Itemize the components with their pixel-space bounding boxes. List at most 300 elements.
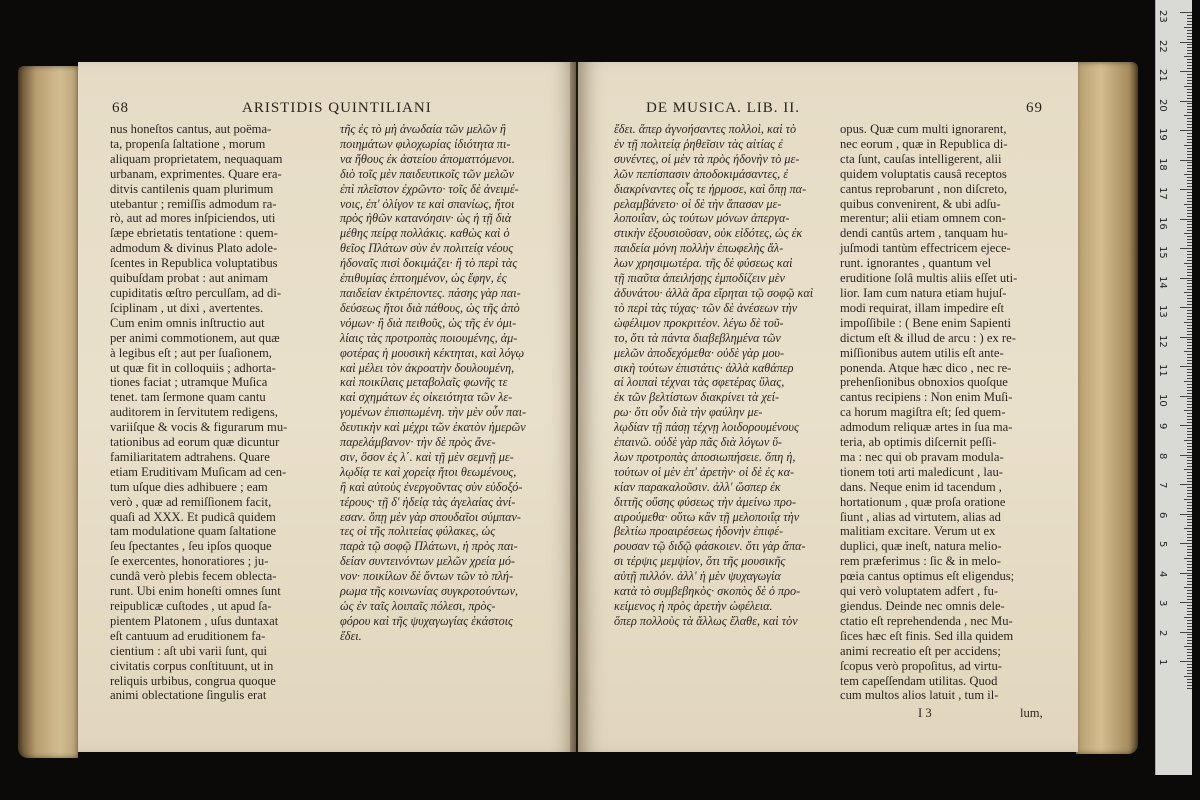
text-line: κατὰ τὸ συμβεβηκὸς· σκοπὸς δὲ ὁ προ- — [614, 584, 801, 599]
text-line: ſiunt , alias ad virtutem, alias ad — [840, 509, 1001, 524]
text-line: admodum & divinus Plato adole- — [110, 241, 278, 256]
ruler-tick — [1180, 602, 1192, 603]
ruler-minor-tick — [1187, 339, 1192, 340]
text-line: ἐπιθυμίας ἐπτοημένον, ὡς ἔφην, ἐς — [340, 271, 507, 286]
ruler-minor-tick — [1187, 103, 1192, 104]
ruler-minor-tick — [1184, 263, 1192, 264]
ruler-minor-tick — [1187, 637, 1192, 638]
ruler-number: 21 — [1157, 69, 1168, 82]
text-line: rò, aut ad mores inſpiciendos, uti — [110, 211, 276, 226]
ruler-tick — [1180, 396, 1192, 397]
text-line: ſe exercentes, honoratiores ; ju- — [110, 554, 269, 569]
text-line: βελτίω προαιρέσεως ἡδονὴν ἐπιφέ- — [614, 524, 784, 539]
ruler-minor-tick — [1187, 298, 1192, 299]
ruler-minor-tick — [1187, 266, 1192, 267]
text-line: modi requirat, illam impedire eſt — [840, 300, 1005, 315]
text-line: animi recreatio eſt per accidens; — [840, 643, 1001, 658]
ruler-minor-tick — [1187, 15, 1192, 16]
text-line: familiaritatem adtrahens. Quare — [110, 449, 270, 464]
ruler-minor-tick — [1187, 552, 1192, 553]
text-line: reipublicæ cuſtodes , ut apud ſa- — [110, 599, 272, 613]
text-line: παρελάμβανον· τὴν δὲ πρὸς ἄνε- — [340, 435, 496, 450]
ruler-minor-tick — [1187, 289, 1192, 290]
ruler-minor-tick — [1187, 198, 1192, 199]
text-line: cantus reprobarunt , non diſcreto, — [840, 181, 1008, 196]
left-running-head: ARISTIDIS QUINTILIANI — [242, 100, 432, 116]
text-line: κείμενος ἡ πρὸς ἀρετὴν ὠφέλεια. — [614, 599, 773, 613]
text-line: ctatio eſt reprehendenda , nec Mu- — [840, 613, 1013, 628]
text-line: διττῆς οὔσης φύσεως τὴν ἀμείνω προ- — [614, 494, 797, 509]
text-line: utebantur ; remiſſis admodum ra- — [110, 196, 277, 211]
ruler-minor-tick — [1187, 384, 1192, 385]
ruler-minor-tick — [1187, 83, 1192, 84]
ruler-minor-tick — [1184, 174, 1192, 175]
ruler-minor-tick — [1184, 145, 1192, 146]
ruler-minor-tick — [1184, 587, 1192, 588]
text-line: runt. Ubi enim honeſti omnes ſunt — [110, 584, 281, 599]
ruler-number: 13 — [1157, 305, 1168, 318]
ruler-tick — [1180, 189, 1192, 190]
ruler-minor-tick — [1187, 449, 1192, 450]
ruler-minor-tick — [1187, 221, 1192, 222]
ruler-minor-tick — [1187, 416, 1192, 417]
ruler-minor-tick — [1187, 245, 1192, 246]
ruler-minor-tick — [1187, 183, 1192, 184]
text-line: duplici, quæ ineſt, natura melio- — [840, 539, 1002, 554]
ruler-minor-tick — [1187, 401, 1192, 402]
ruler-minor-tick — [1187, 227, 1192, 228]
ruler-minor-tick — [1187, 177, 1192, 178]
ruler-minor-tick — [1187, 21, 1192, 22]
text-line: tum uſque dies adhibuere ; eam — [110, 479, 268, 494]
right-running-head: DE MUSICA. LIB. II. — [646, 100, 800, 116]
text-line: καὶ ποικίλαις μεταβολαῖς φωνῆς τε — [340, 375, 508, 390]
ruler-number: 2 — [1157, 629, 1168, 636]
ruler-minor-tick — [1187, 422, 1192, 423]
text-line: auditorem in ſervitutem redigens, — [110, 405, 278, 420]
text-line: cundâ verò plebis fecem oblecta- — [110, 569, 277, 584]
text-line: ta, propenſa ſaltatione , morum — [110, 136, 266, 151]
text-line: νοις, ἐπ' ὀλίγον τε καὶ σπανίως, ἤτοι — [340, 196, 515, 211]
ruler-minor-tick — [1187, 493, 1192, 494]
text-line: dendi cantûs artem , tanquam hu- — [840, 226, 1008, 241]
text-line: σικὴ τούτων ἐπιστάτις· ἀλλὰ καθάπερ — [614, 360, 794, 375]
text-line: giendus. Deinde nec omnis dele- — [840, 599, 1005, 613]
text-line: tenet. tam ſermone quam cantu — [110, 390, 266, 405]
ruler-minor-tick — [1187, 472, 1192, 473]
text-line: quaſi ad XXX. Et pudicâ quidem — [110, 509, 276, 524]
text-line: cientium : aſt ubi varii ſunt, qui — [110, 643, 268, 658]
ruler-minor-tick — [1184, 351, 1192, 352]
text-line: cupiditatis œſtro perculſam, ad di- — [110, 285, 282, 300]
ruler-minor-tick — [1184, 292, 1192, 293]
ruler-minor-tick — [1187, 210, 1192, 211]
ruler-minor-tick — [1187, 342, 1192, 343]
ruler-minor-tick — [1187, 157, 1192, 158]
ruler-minor-tick — [1187, 620, 1192, 621]
ruler-minor-tick — [1187, 251, 1192, 252]
ruler-minor-tick — [1187, 239, 1192, 240]
ruler-minor-tick — [1184, 233, 1192, 234]
ruler-tick — [1180, 425, 1192, 426]
text-line: ſcentes in Republica voluptatibus — [110, 256, 278, 271]
text-line: γομένων ἐπισπωμένη. τὴν μὲν οὖν παι- — [340, 405, 527, 420]
ruler-minor-tick — [1187, 53, 1192, 54]
text-line: tationibus ad eorum quæ dicuntur — [110, 435, 280, 450]
ruler-minor-tick — [1187, 516, 1192, 517]
ruler-minor-tick — [1187, 643, 1192, 644]
ruler-tick — [1180, 71, 1192, 72]
open-book — [18, 54, 1143, 766]
ruler-minor-tick — [1187, 180, 1192, 181]
ruler-minor-tick — [1187, 584, 1192, 585]
ruler-number: 18 — [1157, 157, 1168, 171]
ruler-minor-tick — [1187, 564, 1192, 565]
text-line: μελῶν ἀποδεχόμεθα· οὐδὲ γὰρ μου- — [614, 345, 785, 360]
text-line: tem capeſſendam utilitas. Quod — [840, 673, 998, 688]
text-line: etiam Eruditivam Muſicam ad cen- — [110, 464, 287, 479]
ruler-minor-tick — [1187, 139, 1192, 140]
ruler-minor-tick — [1187, 186, 1192, 187]
ruler-minor-tick — [1187, 508, 1192, 509]
text-line: nus honeſtos cantus, aut poëma- — [110, 122, 272, 136]
left-greek-column — [340, 122, 526, 644]
ruler-minor-tick — [1187, 404, 1192, 405]
ruler-minor-tick — [1187, 44, 1192, 45]
ruler-tick — [1180, 278, 1192, 279]
ruler-minor-tick — [1187, 398, 1192, 399]
left-page — [78, 62, 576, 752]
ruler-minor-tick — [1187, 570, 1192, 571]
ruler-minor-tick — [1187, 611, 1192, 612]
right-latin-column — [840, 122, 1017, 703]
ruler-minor-tick — [1187, 688, 1192, 689]
text-line: cum multos alios latuit , tum il- — [840, 688, 999, 703]
ruler-number: 15 — [1157, 246, 1168, 259]
ruler-minor-tick — [1187, 236, 1192, 237]
text-line: τες οἱ τῆς πολιτείας φύλακες, ὡς — [340, 524, 496, 539]
text-line: per animi commotionem, aut quæ — [110, 330, 280, 345]
ruler-minor-tick — [1187, 540, 1192, 541]
ruler-minor-tick — [1187, 555, 1192, 556]
text-line: ὠφέλιμον προκριτέον. λέγω δὲ τοῦ- — [614, 315, 784, 330]
ruler-minor-tick — [1187, 162, 1192, 163]
ruler-minor-tick — [1187, 378, 1192, 379]
ruler-minor-tick — [1187, 213, 1192, 214]
ruler-minor-tick — [1187, 629, 1192, 630]
text-line: αἱ λοιπαὶ τέχναι τὰς σφετέρας ὕλας, — [614, 375, 785, 390]
text-line: ca horum magiſtra eſt; ſed quem- — [840, 405, 1006, 420]
text-line: καὶ μέλει τὸν ἀκροατὴν δουλουμένη, — [340, 360, 515, 375]
ruler-minor-tick — [1187, 626, 1192, 627]
ruler-minor-tick — [1187, 502, 1192, 503]
text-line: τέρους· τῇ δ' ἡδείᾳ τὰς ἀγελαίας ἀνί- — [340, 494, 516, 509]
ruler-minor-tick — [1187, 295, 1192, 296]
ruler-minor-tick — [1187, 505, 1192, 506]
ruler-minor-tick — [1187, 106, 1192, 107]
text-line: cta ſunt, cauſas intelligerent, alii — [840, 151, 1002, 166]
ruler-minor-tick — [1187, 242, 1192, 243]
ruler-minor-tick — [1187, 30, 1192, 31]
text-line: ut quæ fit in colloquiis ; adhorta- — [110, 360, 276, 375]
ruler-minor-tick — [1187, 230, 1192, 231]
ruler-minor-tick — [1187, 431, 1192, 432]
text-line: ὡς ἐν ταῖς λοιπαῖς πόλεσι, πρὸς- — [340, 599, 496, 613]
text-line: lior. Iam cum natura etiam hujuſ- — [840, 285, 1007, 300]
text-line: λῳδίᾳ τε καὶ χορείᾳ ἤτοι θεωμένους, — [340, 464, 517, 479]
ruler-tick — [1180, 307, 1192, 308]
text-line: ponenda. Atque hæc dico , nec re- — [840, 360, 1012, 375]
text-line: ἢ καὶ αὐτοὺς ἐνεργοῦντας σὺν εὐδοξό- — [340, 479, 523, 494]
ruler-minor-tick — [1184, 499, 1192, 500]
ruler-minor-tick — [1184, 469, 1192, 470]
ruler-minor-tick — [1187, 596, 1192, 597]
ruler-minor-tick — [1187, 655, 1192, 656]
text-line: λῶν πεπίσπασιν ἀποδοκιμάσαντες, ἐ — [614, 166, 789, 181]
ruler-minor-tick — [1187, 466, 1192, 467]
text-line: αὐτῇ πιλλόν. ἀλλ' ἡ μὲν ψυχαγωγία — [614, 569, 781, 584]
catchword: lum, — [1020, 706, 1043, 720]
text-line: λων προτροπὰς ἀποσιωπήσειε. ὅπη ἡ, — [614, 449, 796, 464]
text-line: λῳδίαν τῇ πάσῃ τέχνῃ λοιδορουμένους — [614, 420, 799, 435]
ruler-minor-tick — [1187, 372, 1192, 373]
text-line: runt. ignorantes , quantum vel — [840, 256, 992, 271]
ruler-minor-tick — [1187, 457, 1192, 458]
ruler-minor-tick — [1187, 496, 1192, 497]
ruler-minor-tick — [1184, 558, 1192, 559]
text-line: quidem voluptatis causâ receptos — [840, 166, 1007, 181]
ruler-minor-tick — [1184, 617, 1192, 618]
ruler-minor-tick — [1187, 360, 1192, 361]
ruler-tick — [1180, 130, 1192, 131]
text-line: reliquis urbibus, congrua quoque — [110, 673, 276, 688]
ruler-number: 10 — [1157, 393, 1168, 407]
ruler-minor-tick — [1187, 599, 1192, 600]
signature-mark: I 3 — [918, 706, 932, 720]
ruler-minor-tick — [1187, 310, 1192, 311]
ruler-number: 22 — [1157, 39, 1168, 53]
ruler-minor-tick — [1187, 316, 1192, 317]
ruler-minor-tick — [1187, 537, 1192, 538]
ruler-minor-tick — [1187, 419, 1192, 420]
text-line: παρὰ τῷ σοφῷ Πλάτωνι, ἡ πρὸς παι- — [340, 539, 518, 554]
ruler-minor-tick — [1184, 410, 1192, 411]
text-line: verò , quæ ad remiſſionem facit, — [110, 494, 272, 509]
ruler-minor-tick — [1187, 283, 1192, 284]
text-line: τούτων οἱ μὲν ἐπ' ἀρετὴν· οἱ δὲ ἐς κα- — [614, 464, 795, 479]
ruler-minor-tick — [1187, 328, 1192, 329]
text-line: ſcopus verò propoſitus, ad virtu- — [840, 658, 1002, 673]
text-line: tam modulatione quam ſaltatione — [110, 524, 277, 539]
ruler-minor-tick — [1187, 393, 1192, 394]
ruler-tick — [1180, 12, 1192, 13]
ruler-minor-tick — [1187, 549, 1192, 550]
text-line: civitatis corpus conſtituunt, ut in — [110, 658, 274, 673]
left-page-number: 68 — [112, 100, 129, 116]
right-greek-column — [614, 122, 813, 629]
text-line: ἐν τῇ πολιτείᾳ ῥηθεῖσιν τὰς αἰτίας ἐ — [614, 136, 783, 151]
ruler-number: 3 — [1157, 600, 1168, 607]
ruler-minor-tick — [1187, 121, 1192, 122]
text-line: merentur; alii etiam omnem con- — [840, 211, 1006, 226]
ruler-minor-tick — [1187, 192, 1192, 193]
text-line: κίαν παρακαλοῦσιν. ἀλλ' ὥσπερ ἐκ — [614, 479, 781, 494]
ruler-number: 8 — [1157, 452, 1168, 459]
ruler-number: 14 — [1157, 275, 1168, 289]
text-line: admodum reliquæ artes in ſua ma- — [840, 420, 1013, 435]
ruler-minor-tick — [1187, 519, 1192, 520]
text-line: ρουσαν τῷ διδῷ φάσκοιεν. ὅτι γὰρ ἅπα- — [614, 539, 806, 554]
ruler-minor-tick — [1187, 77, 1192, 78]
ruler-minor-tick — [1187, 608, 1192, 609]
ruler-tick — [1180, 573, 1192, 574]
ruler-tick — [1180, 514, 1192, 515]
ruler-minor-tick — [1187, 481, 1192, 482]
ruler-minor-tick — [1187, 127, 1192, 128]
text-line: ma : nec qui ob pravam modula- — [840, 449, 1004, 464]
ruler-minor-tick — [1184, 86, 1192, 87]
ruler-minor-tick — [1187, 428, 1192, 429]
text-line: εσαν. ὅπῃ μὲν γὰρ σπουδαῖοι σύμπαν- — [340, 509, 521, 524]
ruler-minor-tick — [1187, 257, 1192, 258]
ruler-number: 17 — [1157, 187, 1168, 200]
text-line: aliquam proprietatem, nequaquam — [110, 151, 283, 166]
text-line: à legibus eſt ; aut per ſuaſionem, — [110, 345, 272, 360]
ruler-number: 11 — [1157, 364, 1168, 377]
text-line: ἔδει. — [340, 628, 362, 643]
ruler-tick — [1180, 160, 1192, 161]
text-line: ditvis cantilenis quam plurimum — [110, 181, 274, 196]
text-line: φοτέρας ἡ μουσικὴ κέκτηται, καὶ λόγῳ — [340, 345, 525, 360]
ruler-minor-tick — [1187, 531, 1192, 532]
ruler-minor-tick — [1187, 142, 1192, 143]
ruler-minor-tick — [1187, 460, 1192, 461]
ruler-minor-tick — [1187, 390, 1192, 391]
ruler-minor-tick — [1187, 670, 1192, 671]
ruler-minor-tick — [1187, 363, 1192, 364]
right-page-edges — [1076, 62, 1138, 754]
ruler-minor-tick — [1187, 475, 1192, 476]
ruler-minor-tick — [1187, 216, 1192, 217]
text-line: cantus recipiens : Non enim Muſi- — [840, 390, 1013, 405]
ruler-number: 16 — [1157, 216, 1168, 230]
ruler-minor-tick — [1187, 407, 1192, 408]
ruler-minor-tick — [1187, 124, 1192, 125]
text-line: pœia cantus optimus eſt eligendus; — [840, 569, 1015, 584]
text-line: δεύσεως ἤτοι διὰ πάθους, ὡς τῆς ἀπὸ — [340, 300, 520, 315]
text-line: θεῖος Πλάτων σὺν ἐν πολιτείᾳ νέους — [340, 241, 514, 256]
right-page-number: 69 — [1026, 100, 1043, 116]
text-line: διὸ τοῖς μὲν παιδευτικοῖς τῶν μελῶν — [340, 166, 515, 181]
ruler-minor-tick — [1187, 434, 1192, 435]
text-line: dans. Neque enim id tacendum , — [840, 479, 1002, 494]
ruler-minor-tick — [1187, 331, 1192, 332]
ruler-minor-tick — [1187, 525, 1192, 526]
text-line: ἐπὶ πλεῖστον ἐχρῶντο· τοῖς δὲ ἀνειμέ- — [340, 181, 519, 196]
text-line: δευτικὴν καὶ μέχρι τῶν ἑκατὸν ἡμερῶν — [340, 420, 526, 435]
ruler-minor-tick — [1187, 154, 1192, 155]
text-line: rem præferimus : ſic & in melo- — [840, 554, 1001, 569]
text-line: παιδείαν ἐκτρέποντες. πάσης γὰρ παι- — [340, 285, 521, 300]
text-line: λοποιΐαν, ὡς τούτων μόνων ἀπεργα- — [614, 211, 790, 226]
ruler-minor-tick — [1187, 487, 1192, 488]
ruler-minor-tick — [1187, 413, 1192, 414]
text-line: pientem Platonem , uſus duntaxat — [110, 613, 279, 628]
ruler-number: 6 — [1157, 511, 1168, 518]
text-line: eſt cantuum ad eruditionem fa- — [110, 628, 266, 643]
ruler-tick — [1180, 632, 1192, 633]
ruler-minor-tick — [1187, 578, 1192, 579]
ruler-number: 20 — [1157, 98, 1168, 112]
text-line: dictum eſt & illud de arcu : ) ex re- — [840, 330, 1016, 345]
ruler-minor-tick — [1184, 204, 1192, 205]
text-line: ſciplinam , ut dixi , avertentes. — [110, 300, 264, 315]
ruler-minor-tick — [1184, 115, 1192, 116]
ruler-number: 4 — [1157, 570, 1168, 577]
ruler-minor-tick — [1187, 151, 1192, 152]
ruler-minor-tick — [1187, 581, 1192, 582]
ruler-tick — [1180, 248, 1192, 249]
ruler-number: 23 — [1157, 10, 1168, 23]
ruler-minor-tick — [1187, 50, 1192, 51]
left-latin-column — [110, 122, 287, 703]
ruler-number: 19 — [1157, 128, 1168, 141]
ruler-minor-tick — [1184, 440, 1192, 441]
ruler-minor-tick — [1187, 511, 1192, 512]
ruler-minor-tick — [1187, 118, 1192, 119]
text-line: στικὴν ἐξουσιοῦσαν, οὐκ εἰδότες, ὡς ἐκ — [614, 226, 803, 241]
text-line: παιδεία μόνη πολλὴν ἐπωφελὴς ἄλ- — [614, 241, 784, 256]
ruler-minor-tick — [1187, 171, 1192, 172]
ruler-minor-tick — [1187, 319, 1192, 320]
ruler-minor-tick — [1187, 18, 1192, 19]
text-line: λων χρησιμωτέρα. τῆς δὲ φύσεως καὶ — [614, 256, 793, 271]
ruler-minor-tick — [1184, 322, 1192, 323]
ruler-minor-tick — [1187, 269, 1192, 270]
ruler-tick — [1180, 42, 1192, 43]
text-line: urbanam, exprimentes. Quare era- — [110, 166, 282, 181]
ruler-minor-tick — [1187, 112, 1192, 113]
ruler-tick — [1180, 366, 1192, 367]
ruler-minor-tick — [1184, 381, 1192, 382]
ruler-minor-tick — [1187, 304, 1192, 305]
right-page — [578, 62, 1078, 752]
text-line: μέθης πείρᾳ πολλάκις. καθὼς καὶ ὁ — [340, 226, 510, 241]
ruler-minor-tick — [1187, 313, 1192, 314]
text-line: ρω· ὅτι οὖν διὰ τὴν φαύλην με- — [614, 405, 763, 420]
ruler-tick — [1180, 219, 1192, 220]
ruler-number: 12 — [1157, 334, 1168, 348]
ruler-minor-tick — [1187, 68, 1192, 69]
text-line: πρὸς ἠθῶν κατανόησιν· ὡς ἡ τῇ διὰ — [340, 211, 512, 226]
ruler-minor-tick — [1184, 56, 1192, 57]
ruler-minor-tick — [1187, 136, 1192, 137]
ruler-number: 5 — [1157, 541, 1168, 548]
text-line: eruditione ſolâ multis aliis eſſet uti- — [840, 271, 1018, 286]
ruler-minor-tick — [1187, 679, 1192, 680]
ruler-minor-tick — [1187, 546, 1192, 547]
ruler-minor-tick — [1187, 65, 1192, 66]
ruler-minor-tick — [1187, 89, 1192, 90]
ruler-minor-tick — [1187, 109, 1192, 110]
ruler-minor-tick — [1187, 260, 1192, 261]
ruler-minor-tick — [1187, 275, 1192, 276]
text-line: σιν, ὅσον ἐς λ΄. καὶ τῇ μὲν σεμνῇ με- — [340, 449, 514, 464]
ruler-minor-tick — [1187, 325, 1192, 326]
ruler-minor-tick — [1187, 254, 1192, 255]
text-line: τῇ πιαῦτα ἀπειλήσῃς ἐμποδίζειν μὲν — [614, 271, 785, 286]
ruler-minor-tick — [1187, 443, 1192, 444]
